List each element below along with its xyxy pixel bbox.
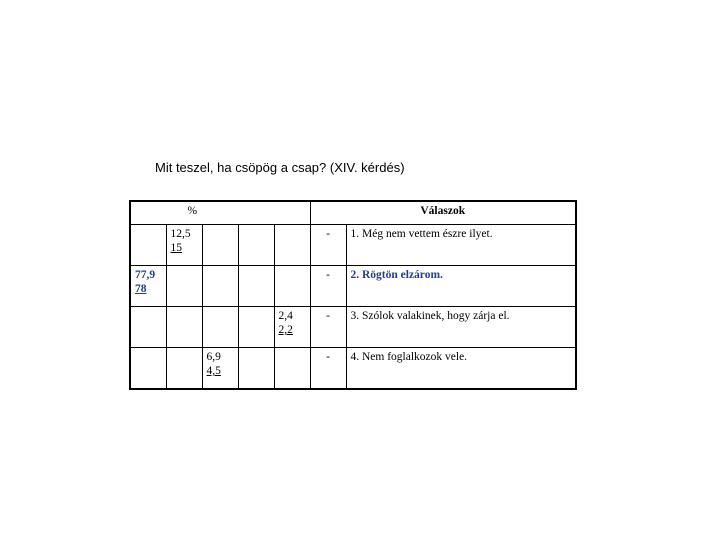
percent-value: 77,9 [135,269,156,281]
answer-cell: 3. Szólok valakinek, hogy zárja el. [346,307,576,348]
empty-cell [238,348,274,390]
survey-table [129,200,577,390]
empty-cell [130,348,166,390]
percent-cell [166,225,202,266]
dash-cell: - [310,348,346,390]
empty-cell [166,307,202,348]
table-row [130,225,576,266]
empty-cell [238,307,274,348]
empty-cell [238,225,274,266]
empty-cell [202,266,238,307]
empty-cell [130,307,166,348]
percent-value-alt: 78 [135,283,147,295]
table-row [130,307,576,348]
percent-cell [274,307,310,348]
empty-cell [274,266,310,307]
dash-cell: - [310,307,346,348]
empty-cell [274,348,310,390]
dash-cell: - [310,225,346,266]
table-row [130,266,576,307]
percent-cell [130,266,166,307]
table-header-row [130,201,576,225]
empty-cell [202,225,238,266]
percent-value-alt: 4,5 [206,365,221,377]
empty-cell [166,266,202,307]
percent-value-alt: 15 [170,242,182,254]
empty-cell [202,307,238,348]
question-title: Mit teszel, ha csöpög a csap? (XIV. kérdés) [155,160,405,175]
answer-cell: 4. Nem foglalkozok vele. [346,348,576,390]
answer-cell: 1. Még nem vettem észre ilyet. [346,225,576,266]
dash-cell: - [310,266,346,307]
empty-cell [166,348,202,390]
percent-value: 12,5 [170,228,191,240]
empty-cell [238,266,274,307]
percent-header: % [130,201,310,225]
percent-value-alt: 2,2 [278,324,293,336]
answer-cell: 2. Rögtön elzárom. [346,266,576,307]
percent-value: 6,9 [206,351,221,363]
answers-header: Válaszok [310,201,576,225]
empty-cell [130,225,166,266]
percent-cell [202,348,238,390]
table-row [130,348,576,390]
percent-value: 2,4 [278,310,293,322]
empty-cell [274,225,310,266]
